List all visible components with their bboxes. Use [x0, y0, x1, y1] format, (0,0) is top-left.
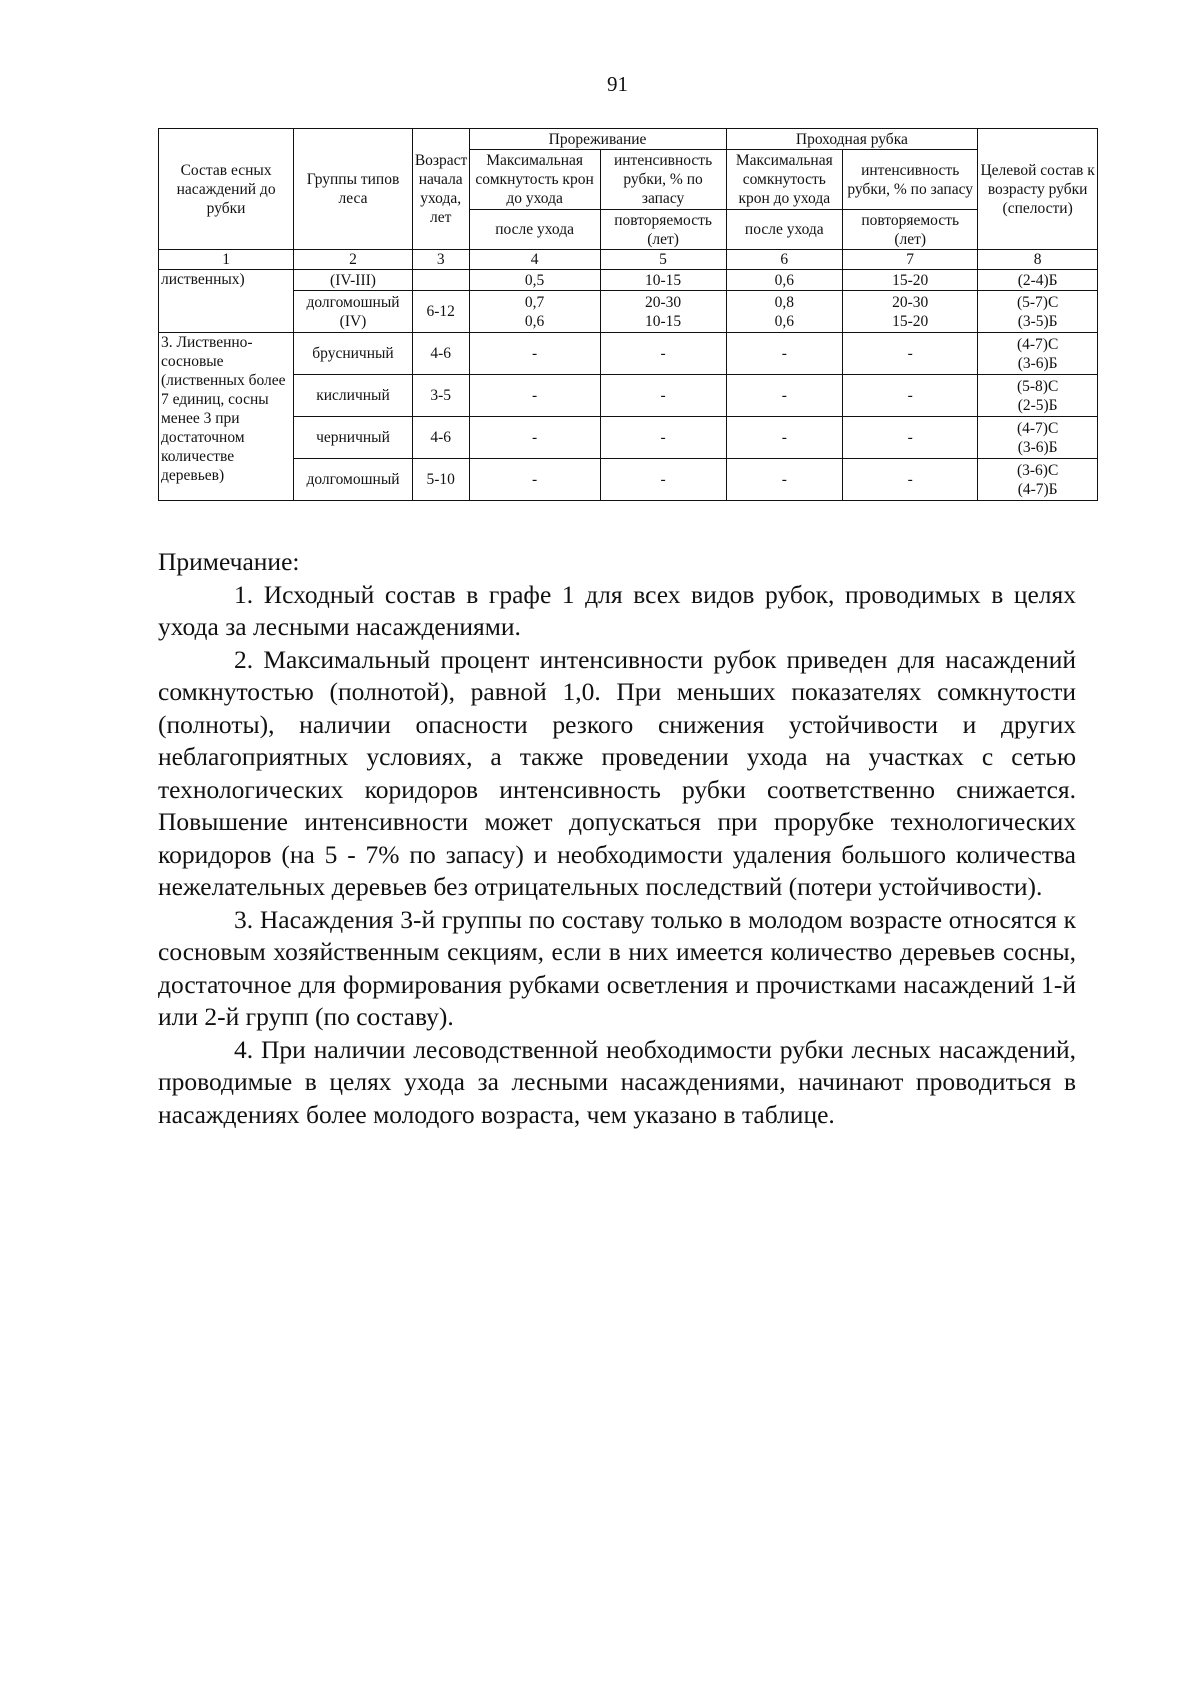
note-item: 4. При наличии лесоводственной необходимости рубки лесных насаждений, проводимые в целях ухода за лесными насаждениями, начинают проводиться в насаждениях более молодого возраста, чем указано в таблице.	[158, 1034, 1076, 1129]
header-thin-intensity: интенсивность рубки, % по запасу	[600, 150, 726, 210]
pass-max-cell: -	[726, 459, 843, 501]
pass-max-cell: -	[726, 417, 843, 459]
table-row	[159, 375, 1098, 417]
header-pass-intensity: интенсивность рубки, % по запасу	[843, 150, 978, 210]
header-pass-after: после ухода	[726, 210, 843, 250]
column-number: 8	[978, 250, 1098, 270]
thin-intensity-cell: -	[600, 459, 726, 501]
notes-section	[158, 546, 1076, 1131]
value-bottom: (3-6)Б	[1017, 438, 1058, 456]
header-thin-max-closeness: Максимальная сомкнутость крон до ухода	[469, 150, 600, 210]
age-cell: 6-12	[412, 291, 469, 333]
notes-heading: Примечание:	[158, 547, 300, 576]
header-age-start: Возраст начала ухода, лет	[412, 129, 469, 250]
thin-max-cell: -	[469, 417, 600, 459]
value-bottom: (4-7)Б	[1017, 480, 1058, 498]
forest-type-cell: кисличный	[294, 375, 413, 417]
thin-intensity-cell: -	[600, 375, 726, 417]
value-top: (5-7)С	[1016, 293, 1059, 311]
column-number: 6	[726, 250, 843, 270]
table-row	[159, 333, 1098, 375]
thin-max-cell	[469, 291, 600, 333]
value-top: 0,8	[774, 293, 794, 311]
target-cell	[978, 375, 1098, 417]
column-number: 4	[469, 250, 600, 270]
pass-intensity-cell: -	[843, 417, 978, 459]
forest-care-table	[158, 128, 1098, 501]
value-bottom: (3-6)Б	[1017, 354, 1058, 372]
pass-max-cell: -	[726, 333, 843, 375]
thin-intensity-cell: -	[600, 333, 726, 375]
note-item: 2. Максимальный процент интенсивности рубок приведен для насаждений сомкнутостью (полнотой), равной 1,0. При меньших показателях сомкнутости (полноты), наличии опасности резкого снижения устойчивости и других неблагоприятных условиях, а также проведении ухода на участках с сетью технологических коридоров интенсивность рубки соответственно снижается. Повышение интенсивности может допускаться при прорубке технологических коридоров (на 5 - 7% по запасу) и необходимости удаления большого количества нежелательных деревьев без отрицательных последствий (потери устойчивости).	[158, 644, 1076, 901]
pass-max-cell: 0,6	[726, 270, 843, 291]
table-row	[159, 291, 1098, 333]
header-pass-max-closeness: Максимальная сомкнутость крон до ухода	[726, 150, 843, 210]
header-forest-groups: Группы типов леса	[294, 129, 413, 250]
pass-max-cell	[726, 291, 843, 333]
target-cell: (2-4)Б	[978, 270, 1098, 291]
page-number: 91	[607, 72, 628, 96]
value-bottom: 10-15	[644, 312, 682, 330]
header-thin-after: после ухода	[469, 210, 600, 250]
value-bottom: (3-5)Б	[1017, 312, 1058, 330]
forest-type-cell: долгомошный (IV)	[294, 291, 413, 333]
column-number: 3	[412, 250, 469, 270]
value-top: 20-30	[892, 293, 929, 311]
column-number: 5	[600, 250, 726, 270]
header-composition: Состав есных насаждений до рубки	[159, 129, 294, 250]
value-top: (4-7)С	[1016, 335, 1059, 353]
age-cell	[412, 270, 469, 291]
target-cell	[978, 291, 1098, 333]
note-item: 3. Насаждения 3-й группы по составу только в молодом возрасте относятся к сосновым хозяйственным секциям, если в них имеется количество деревьев сосны, достаточное для формирования рубками осветления и прочистками насаждений 1-й или 2-й групп (по составу).	[158, 904, 1076, 1031]
value-bottom: 0,6	[774, 312, 794, 330]
column-number-row	[159, 250, 1098, 270]
age-cell: 5-10	[412, 459, 469, 501]
age-cell: 3-5	[412, 375, 469, 417]
pass-intensity-cell: -	[843, 333, 978, 375]
value-top: (3-6)С	[1016, 461, 1059, 479]
target-cell	[978, 333, 1098, 375]
pass-intensity-cell	[843, 291, 978, 333]
value-bottom: 15-20	[892, 312, 929, 330]
thin-max-cell: -	[469, 333, 600, 375]
age-cell: 4-6	[412, 417, 469, 459]
header-thin-repeat: повторяемость (лет)	[600, 210, 726, 250]
thin-intensity-cell: 10-15	[600, 270, 726, 291]
header-target-composition: Целевой состав к возрасту рубки (спелости)	[978, 129, 1098, 250]
column-number: 1	[159, 250, 294, 270]
pass-intensity-cell: 15-20	[843, 270, 978, 291]
target-cell	[978, 459, 1098, 501]
pass-max-cell: -	[726, 375, 843, 417]
value-top: (5-8)С	[1016, 377, 1059, 395]
column-number: 2	[294, 250, 413, 270]
value-top: 0,7	[524, 293, 545, 311]
forest-type-cell: черничный	[294, 417, 413, 459]
table-row	[159, 270, 1098, 291]
note-item: 1. Исходный состав в графе 1 для всех видов рубок, проводимых в целях ухода за лесными насаждениями.	[158, 579, 1076, 641]
composition-cell: лиственных)	[159, 270, 294, 333]
table-row	[159, 417, 1098, 459]
header-pass-repeat: повторяемость (лет)	[843, 210, 978, 250]
value-bottom: (2-5)Б	[1017, 396, 1058, 414]
thin-intensity-cell: -	[600, 417, 726, 459]
value-top: 20-30	[644, 293, 682, 311]
age-cell: 4-6	[412, 333, 469, 375]
pass-intensity-cell: -	[843, 459, 978, 501]
value-bottom: 0,6	[524, 312, 545, 330]
forest-type-cell: брусничный	[294, 333, 413, 375]
thin-max-cell: -	[469, 459, 600, 501]
pass-intensity-cell: -	[843, 375, 978, 417]
header-passage-cutting: Проходная рубка	[726, 129, 978, 150]
thin-intensity-cell	[600, 291, 726, 333]
target-cell	[978, 417, 1098, 459]
header-thinning: Прореживание	[469, 129, 726, 150]
thin-max-cell: 0,5	[469, 270, 600, 291]
forest-type-cell: (IV-III)	[294, 270, 413, 291]
column-number: 7	[843, 250, 978, 270]
forest-type-cell: долгомошный	[294, 459, 413, 501]
group3-composition-cell: 3. Лиственно-сосновые (лиственных более 7 единиц, сосны менее 3 при достаточном количестве деревьев)	[159, 333, 294, 501]
table-row	[159, 459, 1098, 501]
value-top: (4-7)С	[1016, 419, 1059, 437]
thin-max-cell: -	[469, 375, 600, 417]
